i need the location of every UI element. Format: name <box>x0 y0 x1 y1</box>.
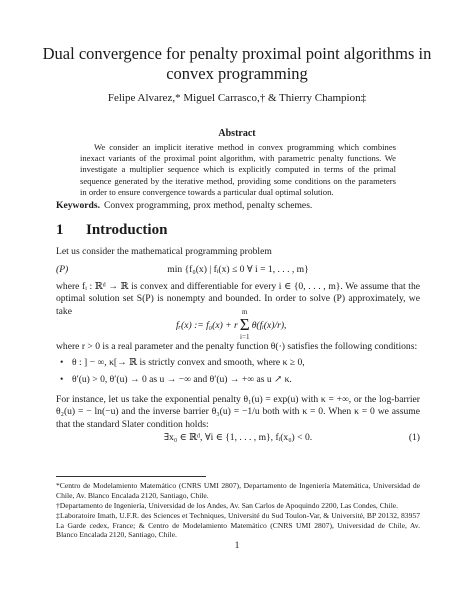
footnote-divider <box>56 476 206 477</box>
paragraph-intro: Let us consider the mathematical programming problem <box>56 246 272 257</box>
bullet-icon: • <box>60 357 64 368</box>
sum-symbol <box>240 308 250 342</box>
abstract-heading: Abstract <box>218 128 256 139</box>
sum-upper-limit: m <box>242 308 248 316</box>
keywords-text: Convex programming, prox method, penalty schemes. <box>103 200 313 211</box>
equation-lhs: fᵣ(x) := f₀(x) + r <box>176 319 238 331</box>
equation-penalized-objective <box>176 308 286 342</box>
equation-problem-p <box>56 264 420 278</box>
sum-lower-limit: i=1 <box>240 333 250 341</box>
equation-number: (1) <box>408 432 420 443</box>
author-list: Felipe Alvarez,* Miguel Carrasco,† & Thierry Champion‡ <box>107 92 367 104</box>
paragraph-penalty: where r > 0 is a real parameter and the penalty function θ(·) satisfies the following conditions: <box>56 341 418 352</box>
paragraph-assumptions: where fᵢ : ℝᵈ → ℝ is convex and differentiable for every i ∈ {0, . . . , m}. We assume that the optimal solution set S(P) is nonempty and bounded. In order to solve (P) approximately, we take <box>56 281 420 317</box>
condition-text: θ : ] − ∞, κ[→ ℝ is strictly convex and smooth, where κ ≥ 0, <box>72 357 305 368</box>
bullet-icon: • <box>60 374 64 385</box>
footnote: †Departamento de Ingeniería, Universidad de los Andes, Av. San Carlos de Apoquindo 2200, Las Condes, Chile. <box>56 501 399 510</box>
equation-rhs: θ(fᵢ(x)/r), <box>251 319 287 331</box>
equation-label: (P) <box>56 264 69 275</box>
paper-title: Dual convergence for penalty proximal point algorithms in convex programming <box>42 44 432 83</box>
page-number: 1 <box>234 540 240 551</box>
footnote: *Centro de Modelamiento Matemático (CNRS UMI 2807), Departamento de Ingeniería Matemática, Universidad de Chile, Av. Blanco Encalada 2120, Santiago, Chile. <box>56 481 420 500</box>
section-title: Introduction <box>86 222 168 238</box>
section-heading <box>56 222 167 239</box>
keywords-line <box>56 200 420 212</box>
equation-slater <box>56 432 420 446</box>
equation-body: ∃x₀ ∈ ℝᵈ, ∀i ∈ {1, . . . , m}, fᵢ(x₀) < 0. <box>163 432 313 443</box>
footnote: ‡Laboratoire Imath, U.F.R. des Sciences et Techniques, Université du Sud Toulon-Var, & Université, BP 20132, 83957 La Garde cedex, France; & Centro de Modelamiento Matemático (CNRS UMI 2807), Universidad de Chile, Av. Blanco Encalada 2120, Santiago, Chile. <box>56 511 420 540</box>
abstract-text: We consider an implicit iterative method in convex programming which combines inexact variants of the proximal point algorithm, with parametric penalty functions. We investigate a multiplier sequence which is explicitly computed in terms of the primal sequence generated by the iterative method, providing some conditions on the parameters in order to ensure convergence towards a particular dual optimal solution. <box>80 142 396 197</box>
section-number: 1 <box>56 222 64 238</box>
equation-body: min {f₀(x) | fᵢ(x) ≤ 0 ∀ i = 1, . . . , m} <box>167 264 309 275</box>
condition-text: θ′(u) > 0, θ′(u) → 0 as u → −∞ and θ′(u) → +∞ as u ↗ κ. <box>72 374 292 385</box>
keywords-label: Keywords. <box>56 200 100 211</box>
sigma-icon: Σ <box>239 315 250 334</box>
paragraph-examples: For instance, let us take the exponential penalty θ₁(u) = exp(u) with κ = +∞, or the log-barrier θ₂(u) = − ln(−u) and the inverse barrier θ₃(u) = −1/u both with κ = 0. When κ = 0 we assume that the standard Slater condition holds: <box>56 394 420 430</box>
